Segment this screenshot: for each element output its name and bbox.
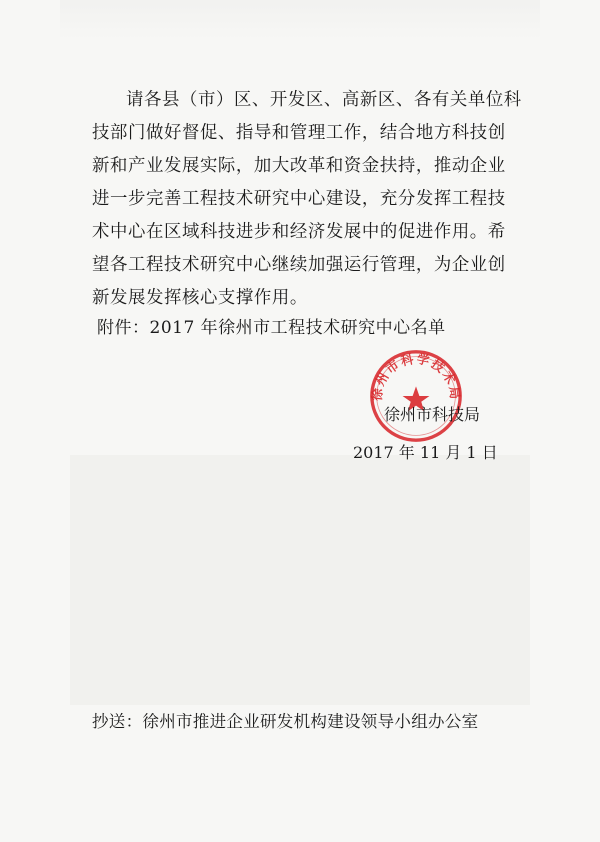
- issue-date: 2017 年 11 月 1 日: [353, 443, 498, 462]
- svg-text:徐州市科学技术局: 徐州市科学技术局: [369, 351, 463, 402]
- bleed-through-header: [60, 0, 540, 40]
- official-seal-icon: [368, 348, 464, 444]
- attachment-line: 附件：2017 年徐州市工程技术研究中心名单: [97, 318, 446, 338]
- body-paragraph: 请各县（市）区、开发区、高新区、各有关单位科技部门做好督促、指导和管理工作，结合地方科技创新和产业发展实际，加大改革和资金扶持，推动企业进一步完善工程技术研究中心建设，充分发挥工程技术中心在区域科技进步和经济发展中的促进作用。希望各工程技术研究中心继续加强运行管理，为企业创新发展发挥核心支撑作用。: [92, 90, 522, 308]
- cc-line: 抄送：徐州市推进企业研发机构建设领导小组办公室: [92, 712, 479, 731]
- sender-signature: 徐州市科技局: [384, 405, 481, 424]
- bleed-through-area: [70, 455, 530, 705]
- body-paragraph-container: [92, 84, 522, 315]
